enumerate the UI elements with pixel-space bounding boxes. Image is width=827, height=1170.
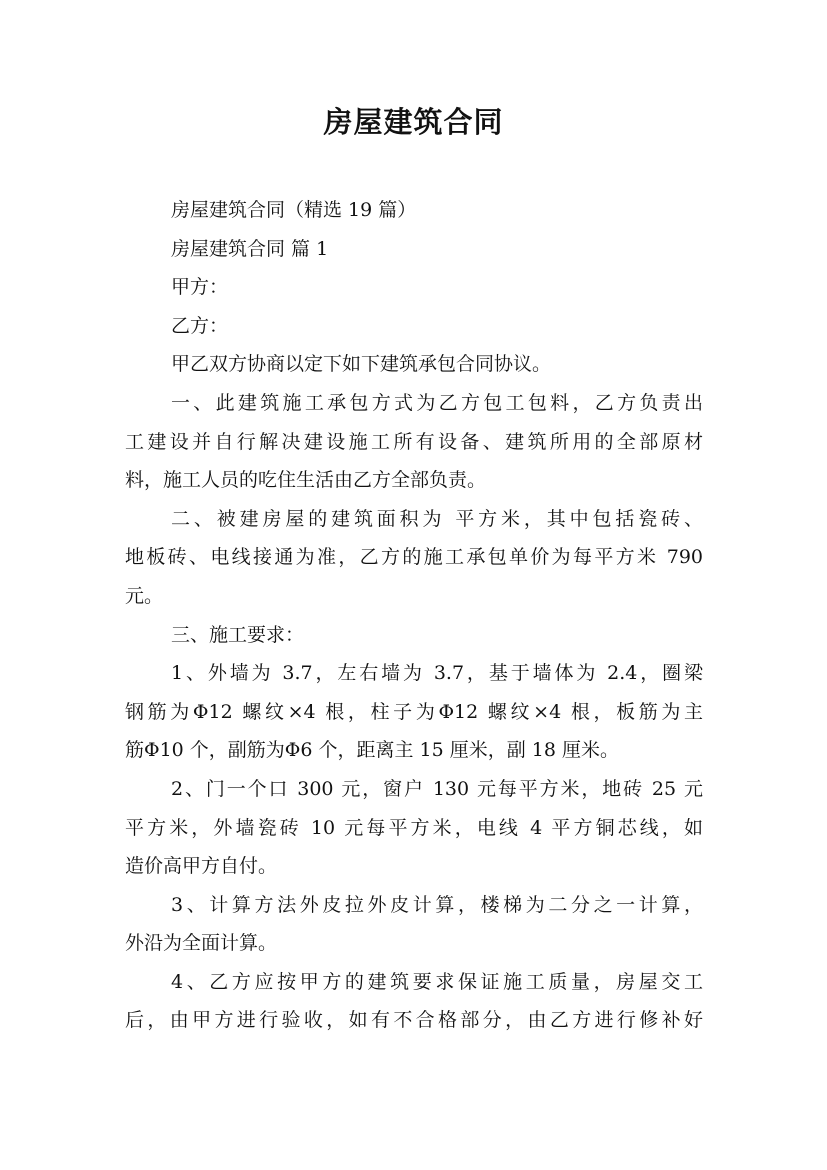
document-title: 房屋建筑合同 <box>323 105 504 139</box>
requirement-1 <box>125 654 703 770</box>
requirement-1-line: 1、外墙为 3.7，左右墙为 3.7，基于墙体为 2.4，圈梁 <box>171 662 703 685</box>
requirement-3-line: 3、计算方法外皮拉外皮计算，楼梯为二分之一计算， <box>171 893 703 916</box>
party-a-label: 甲方： <box>171 276 229 299</box>
clause-1-line: 工建设并自行解决建设施工所有设备、建筑所用的全部原材 <box>125 430 703 453</box>
clause-1 <box>125 384 703 500</box>
clause-2-line: 元。 <box>125 584 164 607</box>
requirement-2 <box>125 770 703 886</box>
requirement-4 <box>125 963 703 1040</box>
clause-2-line: 二、被建房屋的建筑面积为 平方米，其中包括瓷砖、 <box>171 507 703 530</box>
requirement-1-line: 筋Φ10 个，副筋为Φ6 个，距离主 15 厘米，副 18 厘米。 <box>125 739 620 762</box>
requirement-2-line: 2、门一个口 300 元，窗户 130 元每平方米，地砖 25 元 <box>171 777 703 800</box>
requirement-4-line: 后，由甲方进行验收，如有不合格部分，由乙方进行修补好 <box>125 1009 703 1032</box>
document-body <box>125 191 703 1040</box>
clause-1-line: 一、此建筑施工承包方式为乙方包工包料，乙方负责出 <box>171 391 703 414</box>
intro-paragraph: 甲乙双方协商以定下如下建筑承包合同协议。 <box>171 353 552 376</box>
requirement-1-line: 钢筋为Φ12 螺纹×4 根，柱子为Φ12 螺纹×4 根，板筋为主 <box>125 700 703 723</box>
clause-3-heading: 三、施工要求： <box>171 623 305 646</box>
document-subtitle: 房屋建筑合同（精选 19 篇） <box>171 199 417 221</box>
requirement-2-line: 造价高甲方自付。 <box>125 855 278 878</box>
requirement-2-line: 平方米，外墙瓷砖 10 元每平方米，电线 4 平方铜芯线，如 <box>125 816 703 839</box>
requirement-3 <box>125 886 703 963</box>
clause-1-line: 料，施工人员的吃住生活由乙方全部负责。 <box>125 469 487 492</box>
clause-2-line: 地板砖、电线接通为准，乙方的施工承包单价为每平方米 790 <box>125 546 703 569</box>
section-heading: 房屋建筑合同 篇 1 <box>171 237 329 260</box>
requirement-3-line: 外沿为全面计算。 <box>125 932 278 955</box>
clause-2 <box>125 500 703 616</box>
party-b-label: 乙方： <box>171 314 229 337</box>
requirement-4-line: 4、乙方应按甲方的建筑要求保证施工质量，房屋交工 <box>171 970 703 993</box>
